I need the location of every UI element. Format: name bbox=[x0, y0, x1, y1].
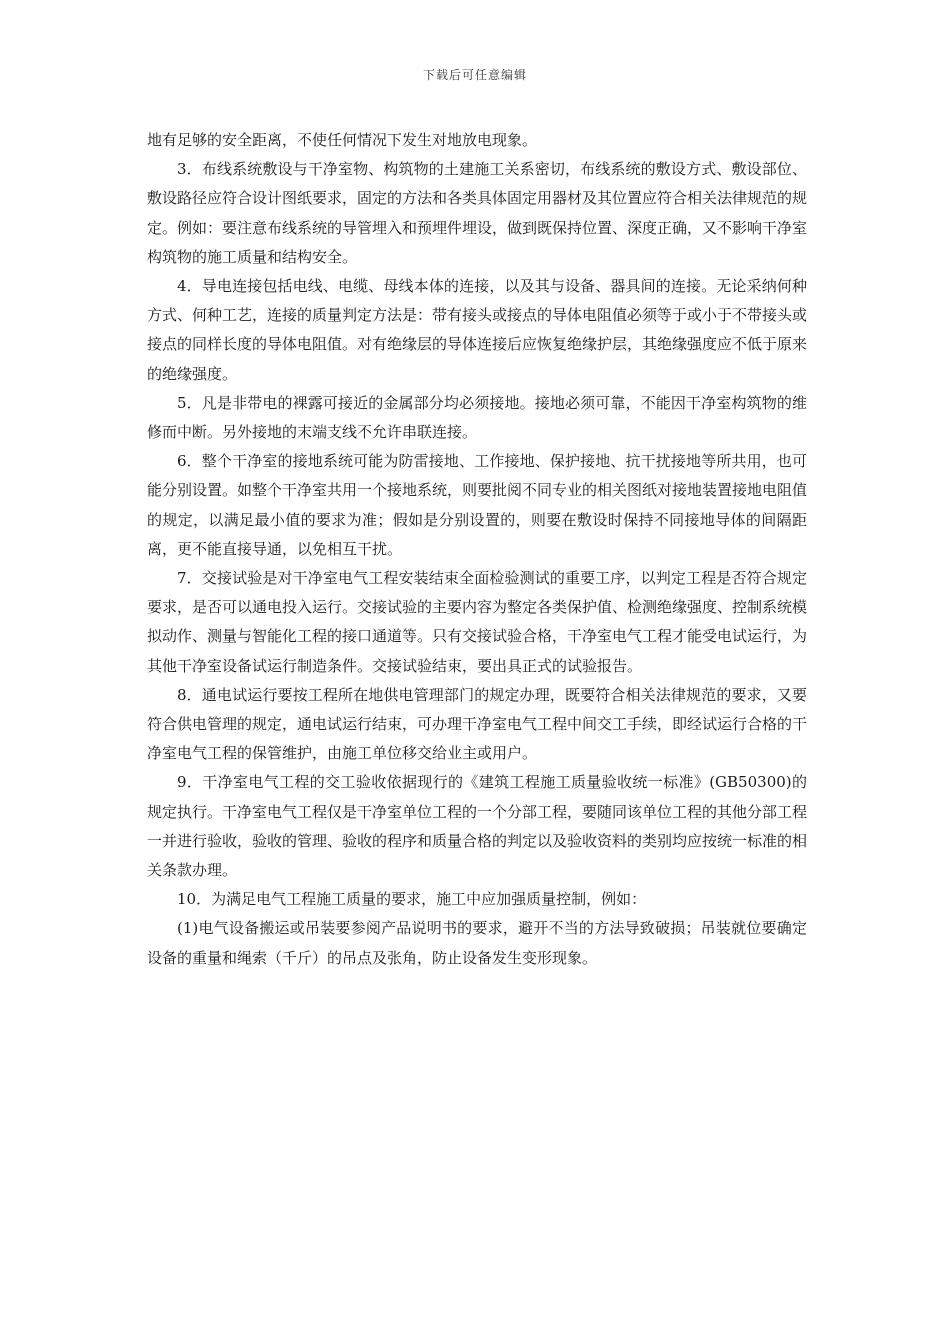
document-body bbox=[147, 126, 807, 973]
paragraph: 5．凡是非带电的裸露可接近的金属部分均必须接地。接地必须可靠，不能因干净室构筑物的维修而中断。另外接地的末端支线不允许串联连接。 bbox=[147, 393, 807, 442]
paragraph: 4．导电连接包括电线、电缆、母线本体的连接，以及其与设备、器具间的连接。无论采纳何种方式、何种工艺，连接的质量判定方法是：带有接头或接点的导体电阻值必须等于或小于不带接头或接点的同样长度的导体电阻值。对有绝缘层的导体连接后应恢复绝缘护层，其绝缘强度应不低于原来的绝缘强度。 bbox=[147, 277, 808, 383]
paragraph: 3．布线系统敷设与干净室物、构筑物的土建施工关系密切，布线系统的敷设方式、敷设部位、敷设路径应符合设计图纸要求，固定的方法和各类具体固定用器材及其位置应符合相关法律规范的规定。例如：要注意布线系统的导管埋入和预埋件埋设，做到既保持位置、深度正确，又不影响干净室构筑物的施工质量和结构安全。 bbox=[147, 160, 808, 266]
paragraph: 10．为满足电气工程施工质量的要求，施工中应加强质量控制，例如： bbox=[177, 890, 647, 909]
page-header: 下载后可任意编辑 bbox=[422, 68, 527, 82]
paragraph: 9．干净室电气工程的交工验收依据现行的《建筑工程施工质量验收统一标准》(GB50300)的规定执行。干净室电气工程仅是干净室单位工程的一个分部工程，要随同该单位工程的其他分部工程一并进行验收，验收的管理、验收的程序和质量合格的判定以及验收资料的类别均应按统一标准的相关条款办理。 bbox=[147, 773, 808, 880]
paragraph: 6．整个干净室的接地系统可能为防雷接地、工作接地、保护接地、抗干扰接地等所共用，也可能分别设置。如整个干净室共用一个接地系统，则要批阅不同专业的相关图纸对接地装置接地电阻值的规定，以满足最小值的要求为准；假如是分别设置的，则要在敷设时保持不同接地导体的间隔距离，更不能直接导通，以免相互干扰。 bbox=[147, 452, 808, 558]
paragraph: 地有足够的安全距离，不使任何情况下发生对地放电现象。 bbox=[147, 131, 538, 149]
paragraph: (1)电气设备搬运或吊装要参阅产品说明书的要求，避开不当的方法导致破损；吊装就位要确定设备的重量和绳索（千斤）的吊点及张角，防止设备发生变形现象。 bbox=[147, 919, 807, 967]
paragraph: 7．交接试验是对干净室电气工程安装结束全面检验测试的重要工序，以判定工程是否符合规定要求，是否可以通电投入运行。交接试验的主要内容为整定各类保护值、检测绝缘强度、控制系统模拟动作、测量与智能化工程的接口通道等。只有交接试验合格，干净室电气工程才能受电试运行，为其他干净室设备试运行制造条件。交接试验结束，要出具正式的试验报告。 bbox=[147, 569, 808, 675]
paragraph: 8．通电试运行要按工程所在地供电管理部门的规定办理，既要符合相关法律规范的要求，又要符合供电管理的规定，通电试运行结束，可办理干净室电气工程中间交工手续，即经试运行合格的干净室电气工程的保管维护，由施工单位移交给业主或用户。 bbox=[147, 685, 808, 763]
